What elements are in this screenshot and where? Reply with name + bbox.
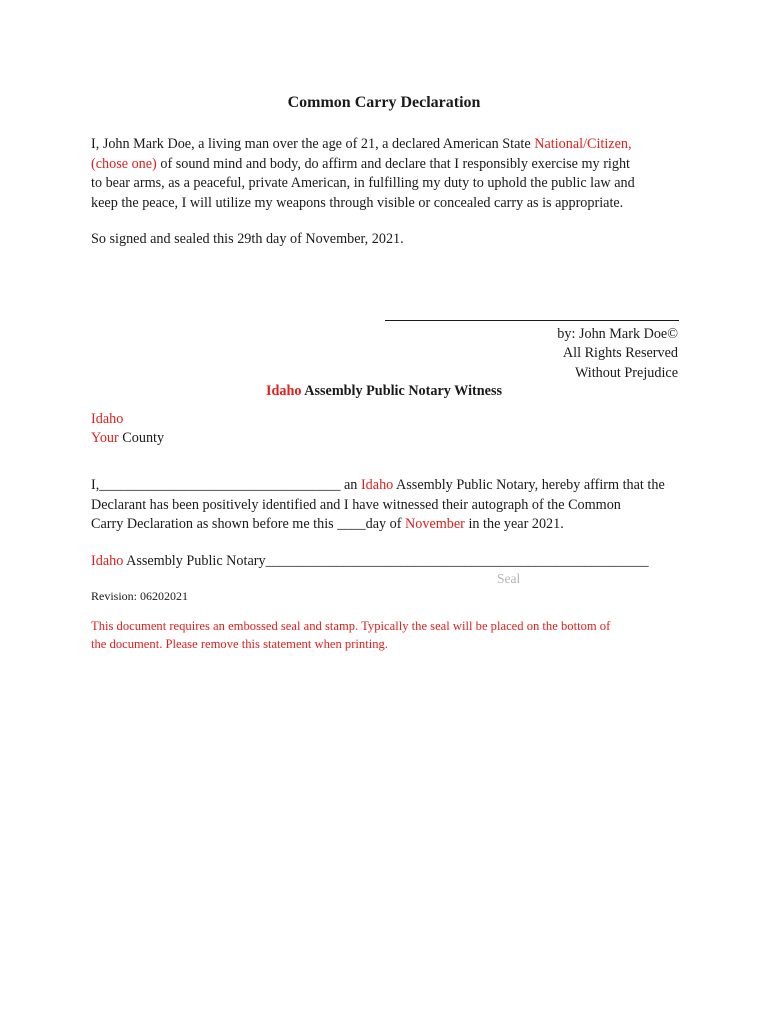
affirmation-line-2: Declarant has been positively identified and I have witnessed their autograph of the Common <box>91 496 621 513</box>
printing-note-line-2: the document. Please remove this statement when printing. <box>91 637 388 651</box>
declaration-line-3: to bear arms, as a peaceful, private American, in fulfilling my duty to uphold the public law and <box>91 175 635 191</box>
declaration-line-1: I, John Mark Doe, a living man over the age of 21, a declared American State National/Citizen, <box>91 136 632 152</box>
status-option: National/Citizen, <box>534 136 632 152</box>
rights-reserved: All Rights Reserved <box>562 345 678 361</box>
without-prejudice: Without Prejudice <box>574 365 678 381</box>
signature-line <box>385 320 679 321</box>
notary-signature-line: Idaho Assembly Public Notary______________________________________________________ <box>91 553 649 569</box>
document-title: Common Carry Declaration <box>287 94 481 111</box>
venue-county: Your County <box>91 430 165 446</box>
declaration-paragraph <box>91 135 635 213</box>
witness-heading-state: Idaho <box>266 383 302 399</box>
declaration-line-4: keep the peace, I will utilize my weapons through visible or concealed carry as is appropriate. <box>91 194 624 211</box>
affirmation-paragraph <box>91 476 665 535</box>
choose-note: (chose one) <box>91 155 157 172</box>
signed-date-line: So signed and sealed this 29th day of November, 2021. <box>91 231 404 247</box>
signer-name: by: John Mark Doe© <box>557 326 678 342</box>
revision-label: Revision: 06202021 <box>91 589 189 603</box>
seal-label: Seal <box>497 571 521 586</box>
declaration-line-2: (chose one) of sound mind and body, do affirm and declare that I responsibly exercise my right <box>91 155 630 172</box>
venue-state: Idaho <box>91 411 124 427</box>
witness-heading: Idaho Assembly Public Notary Witness <box>266 383 502 399</box>
printing-note <box>91 617 610 653</box>
affirmation-line-1: I,__________________________________ an Idaho Assembly Public Notary, hereby affirm that the <box>91 477 665 493</box>
printing-note-line-1: This document requires an embossed seal and stamp. Typically the seal will be placed on the bottom of <box>91 619 611 633</box>
affirmation-line-3: Carry Declaration as shown before me this ____day of November in the year 2021. <box>91 516 564 532</box>
